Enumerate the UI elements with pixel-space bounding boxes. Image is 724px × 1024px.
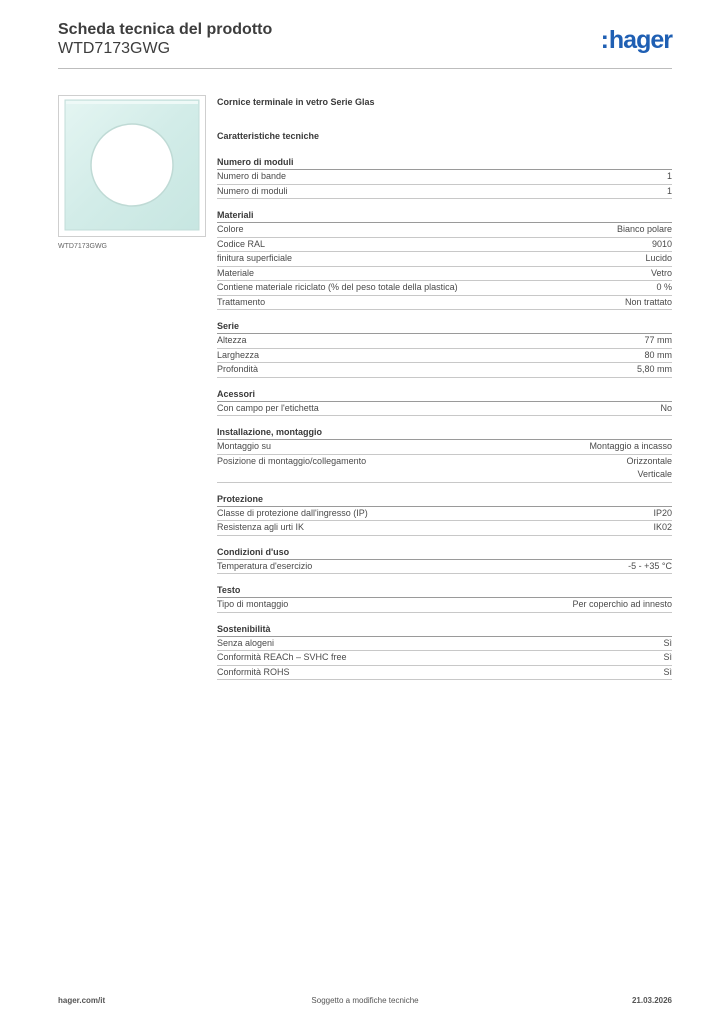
spec-value bbox=[667, 170, 672, 184]
spec-label: Larghezza bbox=[217, 349, 260, 360]
spec-section bbox=[217, 388, 672, 417]
spec-value bbox=[589, 440, 672, 454]
spec-value bbox=[644, 334, 672, 348]
spec-value-line: Sì bbox=[663, 637, 672, 648]
spec-label: Con campo per l'etichetta bbox=[217, 402, 319, 413]
spec-sections bbox=[217, 156, 672, 680]
spec-label: Resistenza agli urti IK bbox=[217, 522, 305, 532]
spec-section bbox=[217, 493, 672, 536]
spec-section bbox=[217, 209, 672, 310]
spec-value-line: Sì bbox=[663, 652, 672, 662]
spec-value bbox=[628, 560, 672, 574]
spec-row bbox=[217, 560, 672, 575]
spec-section bbox=[217, 320, 672, 378]
logo-colon-icon: : bbox=[600, 26, 608, 54]
spec-value-line: 80 mm bbox=[644, 349, 672, 360]
spec-value bbox=[644, 349, 672, 363]
spec-row bbox=[217, 185, 672, 200]
spec-label: Materiale bbox=[217, 267, 255, 278]
section-title: Numero di moduli bbox=[217, 156, 672, 170]
spec-label: Altezza bbox=[217, 335, 247, 345]
spec-label: Classe di protezione dall'ingresso (IP) bbox=[217, 507, 368, 518]
spec-value-line: Non trattato bbox=[624, 296, 672, 307]
spec-value-line: 0 % bbox=[656, 282, 672, 292]
spec-value bbox=[653, 507, 672, 521]
spec-value bbox=[625, 296, 672, 310]
spec-value-line: 1 bbox=[666, 185, 672, 196]
footer-notice: Soggetto a modifiche tecniche bbox=[311, 996, 419, 1005]
spec-label: Conformità REACh – SVHC free bbox=[217, 652, 347, 662]
spec-row bbox=[217, 666, 672, 681]
spec-value-line: Verticale bbox=[637, 469, 672, 479]
spec-section bbox=[217, 426, 672, 483]
spec-value-line: IK02 bbox=[653, 522, 672, 532]
spec-row bbox=[217, 521, 672, 536]
spec-value-line: Vetro bbox=[650, 267, 672, 278]
spec-row bbox=[217, 440, 672, 455]
logo-text: hager bbox=[608, 26, 672, 54]
section-title: Materiali bbox=[217, 209, 672, 223]
spec-value bbox=[656, 281, 672, 295]
spec-value-line: 77 mm bbox=[644, 335, 672, 345]
spec-row bbox=[217, 637, 672, 652]
footer-website-link[interactable]: hager.com/it bbox=[58, 996, 106, 1005]
spec-label: Temperatura d'esercizio bbox=[217, 560, 313, 571]
spec-row bbox=[217, 296, 672, 311]
page-header bbox=[58, 20, 672, 58]
document-title: Scheda tecnica del prodotto bbox=[58, 21, 273, 38]
section-title: Acessori bbox=[217, 388, 672, 402]
spec-value-line: Bianco polare bbox=[616, 224, 672, 234]
section-title: Condizioni d'uso bbox=[217, 546, 672, 560]
image-caption: WTD7173GWG bbox=[58, 243, 108, 250]
spec-value bbox=[626, 455, 672, 482]
spec-value bbox=[637, 363, 672, 377]
spec-section bbox=[217, 623, 672, 681]
spec-label: Conformità ROHS bbox=[217, 666, 290, 677]
section-title: Testo bbox=[217, 584, 672, 598]
product-code: WTD7173GWG bbox=[58, 40, 171, 57]
spec-label: Codice RAL bbox=[217, 238, 266, 249]
spec-label: Posizione di montaggio/collegamento bbox=[217, 455, 367, 466]
spec-section bbox=[217, 546, 672, 575]
spec-label: Colore bbox=[217, 224, 244, 234]
spec-label: Numero di moduli bbox=[217, 185, 288, 196]
spec-value-line: Lucido bbox=[645, 253, 672, 263]
spec-row bbox=[217, 349, 672, 364]
spec-section bbox=[217, 156, 672, 199]
spec-value bbox=[663, 666, 672, 680]
spec-section bbox=[217, 584, 672, 613]
spec-value-line: 5,80 mm bbox=[636, 364, 672, 374]
spec-row bbox=[217, 507, 672, 522]
hager-logo[interactable] bbox=[601, 26, 672, 55]
spec-value bbox=[645, 252, 672, 266]
spec-row bbox=[217, 363, 672, 378]
spec-row bbox=[217, 238, 672, 253]
specification bbox=[217, 96, 672, 690]
spec-label: Montaggio su bbox=[217, 441, 272, 451]
footer-date: 21.03.2026 bbox=[631, 996, 672, 1005]
section-title: Sostenibilità bbox=[217, 623, 672, 637]
spec-value-line: -5 - +35 °C bbox=[628, 560, 672, 571]
product-image bbox=[58, 95, 206, 237]
spec-row bbox=[217, 334, 672, 349]
glass-frame-image bbox=[59, 96, 205, 236]
spec-value bbox=[663, 651, 672, 665]
spec-row bbox=[217, 455, 672, 483]
spec-value bbox=[667, 185, 672, 199]
spec-value bbox=[660, 402, 672, 416]
section-title: Protezione bbox=[217, 493, 672, 507]
spec-value bbox=[663, 637, 672, 651]
spec-value-line: Orizzontale bbox=[626, 455, 672, 466]
spec-row bbox=[217, 223, 672, 238]
spec-label: Profondità bbox=[217, 364, 259, 374]
spec-label: Senza alogeni bbox=[217, 637, 275, 648]
spec-row bbox=[217, 252, 672, 267]
spec-value-line: Montaggio a incasso bbox=[589, 441, 672, 451]
spec-value-line: 1 bbox=[666, 171, 672, 181]
header-divider bbox=[58, 68, 672, 69]
spec-row bbox=[217, 651, 672, 666]
spec-value bbox=[617, 223, 672, 237]
section-title: Serie bbox=[217, 320, 672, 334]
spec-row bbox=[217, 170, 672, 185]
spec-value bbox=[572, 598, 672, 612]
spec-label: Numero di bande bbox=[217, 171, 287, 181]
spec-label: finitura superficiale bbox=[217, 253, 293, 263]
spec-label: Trattamento bbox=[217, 296, 266, 307]
spec-row bbox=[217, 281, 672, 296]
section-title: Installazione, montaggio bbox=[217, 426, 672, 440]
spec-row bbox=[217, 267, 672, 282]
spec-value-line: 9010 bbox=[651, 238, 672, 249]
spec-value bbox=[651, 267, 672, 281]
spec-label: Contiene materiale riciclato (% del peso totale della plastica) bbox=[217, 282, 458, 292]
spec-label: Tipo di montaggio bbox=[217, 599, 289, 609]
spec-value-line: IP20 bbox=[653, 507, 672, 518]
spec-row bbox=[217, 402, 672, 417]
spec-value-line: No bbox=[660, 402, 672, 413]
spec-row bbox=[217, 598, 672, 613]
tech-heading: Caratteristiche tecniche bbox=[217, 131, 320, 141]
spec-value-line: Per coperchio ad innesto bbox=[572, 599, 672, 609]
spec-value-line: Sì bbox=[663, 666, 672, 677]
spec-value bbox=[653, 521, 672, 535]
product-name: Cornice terminale in vetro Serie Glas bbox=[217, 97, 375, 107]
spec-value bbox=[652, 238, 672, 252]
